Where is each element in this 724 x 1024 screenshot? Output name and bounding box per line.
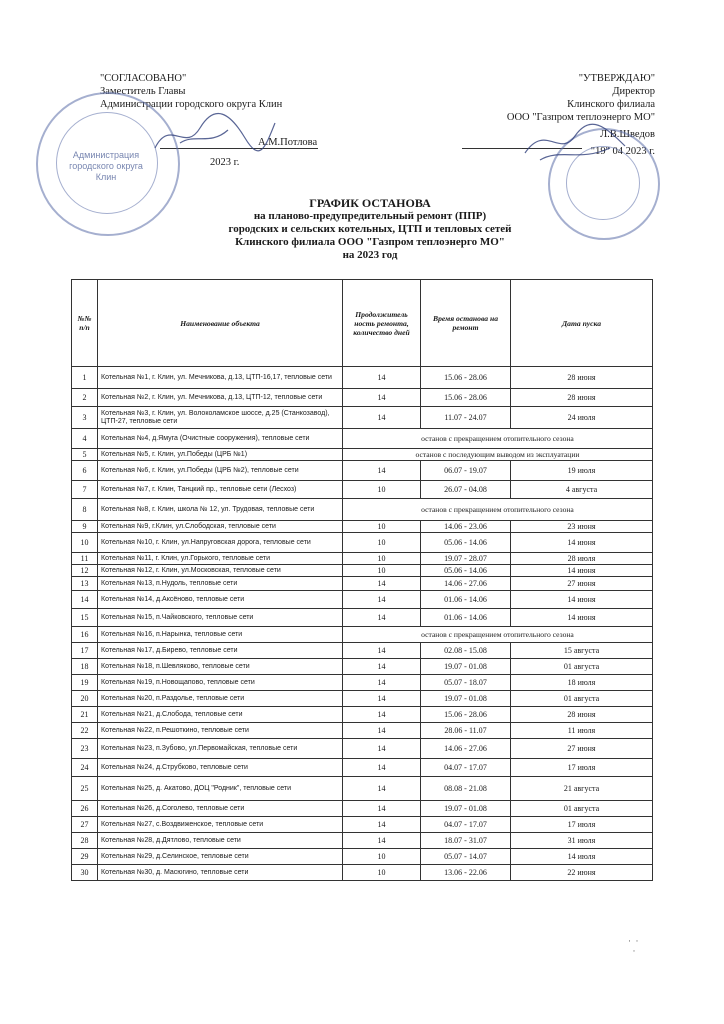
row-duration: 14: [343, 591, 421, 609]
row-number: 18: [72, 659, 98, 675]
row-duration: 10: [343, 865, 421, 881]
title-line-4: Клинского филиала ООО "Газпром теплоэнерго МО": [235, 236, 505, 248]
table-row: [72, 367, 653, 389]
row-start-date: 15 августа: [511, 643, 653, 659]
document-title: [160, 197, 580, 262]
row-number: 3: [72, 407, 98, 429]
row-start-date: 11 июля: [511, 723, 653, 739]
table-row: [72, 659, 653, 675]
approval-branch-right: Клинского филиала: [567, 99, 655, 110]
row-duration: 14: [343, 609, 421, 627]
row-period: 14.06 - 23.06: [421, 521, 511, 533]
row-start-date: 01 августа: [511, 801, 653, 817]
row-duration: 14: [343, 707, 421, 723]
row-number: 23: [72, 739, 98, 759]
row-duration: 10: [343, 481, 421, 499]
row-start-date: 23 июня: [511, 521, 653, 533]
row-object: Котельная №14, д.Аксёново, тепловые сети: [98, 591, 343, 609]
row-number: 16: [72, 627, 98, 643]
approval-position-left: Заместитель Главы: [100, 86, 186, 97]
row-object: Котельная №19, п.Новощапово, тепловые сети: [98, 675, 343, 691]
row-object: Котельная №4, д.Ямуга (Очистные сооружения), тепловые сети: [98, 429, 343, 449]
table-row: [72, 801, 653, 817]
table-row: [72, 553, 653, 565]
title-line-3: городских и сельских котельных, ЦТП и тепловых сетей: [228, 223, 512, 235]
approval-stamp-right: "УТВЕРЖДАЮ": [578, 73, 655, 84]
row-duration: 14: [343, 675, 421, 691]
row-duration: 10: [343, 553, 421, 565]
row-period: 04.07 - 17.07: [421, 759, 511, 777]
row-duration: 14: [343, 723, 421, 739]
row-number: 14: [72, 591, 98, 609]
row-duration: 14: [343, 691, 421, 707]
header-start: Дата пуска: [511, 280, 653, 367]
row-object: Котельная №1, г. Клин, ул. Мечникова, д.13, ЦТП-16,17, тепловые сети: [98, 367, 343, 389]
table-row: [72, 565, 653, 577]
row-duration: 14: [343, 833, 421, 849]
row-object: Котельная №15, п.Чайковского, тепловые сети: [98, 609, 343, 627]
row-duration: 14: [343, 817, 421, 833]
row-start-date: 21 августа: [511, 777, 653, 801]
approval-organization-left: Администрации городского округа Клин: [100, 99, 283, 110]
row-number: 21: [72, 707, 98, 723]
row-period: 01.06 - 14.06: [421, 591, 511, 609]
row-period: 19.07 - 28.07: [421, 553, 511, 565]
table-row: [72, 723, 653, 739]
row-period: 02.08 - 15.08: [421, 643, 511, 659]
row-number: 7: [72, 481, 98, 499]
row-object: Котельная №9, г.Клин, ул.Слободская, тепловые сети: [98, 521, 343, 533]
row-duration: 14: [343, 577, 421, 591]
row-start-date: 01 августа: [511, 659, 653, 675]
table-row: [72, 817, 653, 833]
row-start-date: 14 июля: [511, 849, 653, 865]
header-duration: Продолжитель ность ремонта, количество дней: [343, 280, 421, 367]
title-line-1: ГРАФИК ОСТАНОВА: [309, 196, 431, 210]
row-period: 05.07 - 18.07: [421, 675, 511, 691]
row-start-date: 17 июля: [511, 817, 653, 833]
table-row: [72, 707, 653, 723]
row-note: останов с прекращением отопительного сезона: [343, 627, 653, 643]
row-duration: 10: [343, 521, 421, 533]
row-start-date: 24 июля: [511, 407, 653, 429]
table-row: [72, 777, 653, 801]
row-period: 14.06 - 27.06: [421, 739, 511, 759]
table-row: [72, 521, 653, 533]
row-number: 29: [72, 849, 98, 865]
row-period: 05.07 - 14.07: [421, 849, 511, 865]
row-period: 01.06 - 14.06: [421, 609, 511, 627]
row-start-date: 14 июня: [511, 565, 653, 577]
row-number: 20: [72, 691, 98, 707]
row-object: Котельная №13, п.Нудоль, тепловые сети: [98, 577, 343, 591]
row-start-date: 4 августа: [511, 481, 653, 499]
row-start-date: 14 июня: [511, 609, 653, 627]
table-row: [72, 389, 653, 407]
title-line-2: на планово-предупредительный ремонт (ППР): [253, 210, 487, 222]
table-row: [72, 675, 653, 691]
row-object: Котельная №28, д.Дятлово, тепловые сети: [98, 833, 343, 849]
row-object: Котельная №12, г. Клин, ул.Московская, тепловые сети: [98, 565, 343, 577]
row-number: 24: [72, 759, 98, 777]
row-period: 11.07 - 24.07: [421, 407, 511, 429]
row-period: 26.07 - 04.08: [421, 481, 511, 499]
row-duration: 14: [343, 801, 421, 817]
table-row: [72, 449, 653, 461]
row-start-date: 14 июня: [511, 533, 653, 553]
approval-date-left: 2023 г.: [210, 157, 240, 168]
row-object: Котельная №26, д.Соголево, тепловые сети: [98, 801, 343, 817]
table-row: [72, 739, 653, 759]
row-object: Котельная №2, г. Клин, ул. Мечникова, д.13, ЦТП-12, тепловые сети: [98, 389, 343, 407]
approval-name-left: А.М.Потлова: [258, 137, 318, 148]
row-duration: 14: [343, 739, 421, 759]
row-object: Котельная №29, д.Селинское, тепловые сети: [98, 849, 343, 865]
row-duration: 10: [343, 849, 421, 865]
row-object: Котельная №22, п.Решоткино, тепловые сети: [98, 723, 343, 739]
signature-left: [150, 108, 280, 158]
table-row: [72, 499, 653, 521]
row-duration: 14: [343, 759, 421, 777]
row-start-date: 27 июня: [511, 577, 653, 591]
row-start-date: 17 июля: [511, 759, 653, 777]
row-object: Котельная №3, г. Клин, ул. Волоколамское шоссе, д.25 (Станкозавод), ЦТП-27, тепловые сети: [98, 407, 343, 429]
row-number: 22: [72, 723, 98, 739]
approval-stamp-left: "СОГЛАСОВАНО": [100, 73, 187, 84]
row-object: Котельная №27, с.Воздвиженское, тепловые сети: [98, 817, 343, 833]
row-object: Котельная №30, д. Масюгино, тепловые сети: [98, 865, 343, 881]
row-period: 15.06 - 28.06: [421, 389, 511, 407]
approval-name-right: Л.В.Шведов: [600, 129, 655, 140]
row-object: Котельная №25, д. Акатово, ДОЦ "Родник", тепловые сети: [98, 777, 343, 801]
row-object: Котельная №7, г. Клин, Танцкий пр., тепловые сети (Лесхоз): [98, 481, 343, 499]
row-number: 8: [72, 499, 98, 521]
row-duration: 14: [343, 407, 421, 429]
row-start-date: 28 июня: [511, 367, 653, 389]
row-start-date: 27 июня: [511, 739, 653, 759]
table-row: [72, 461, 653, 481]
table-row: [72, 643, 653, 659]
row-period: 04.07 - 17.07: [421, 817, 511, 833]
approval-date-right: "19" 04 2023 г.: [590, 146, 655, 157]
row-object: Котельная №16, п.Нарынка, тепловые сети: [98, 627, 343, 643]
row-number: 17: [72, 643, 98, 659]
header-object: Наименование объекта: [98, 280, 343, 367]
row-object: Котельная №24, д.Струбково, тепловые сети: [98, 759, 343, 777]
row-number: 27: [72, 817, 98, 833]
header-period: Время останова на ремонт: [421, 280, 511, 367]
row-period: 14.06 - 27.06: [421, 577, 511, 591]
row-object: Котельная №11, г. Клин, ул.Горького, тепловые сети: [98, 553, 343, 565]
row-object: Котельная №21, д.Слобода, тепловые сети: [98, 707, 343, 723]
table-row: [72, 627, 653, 643]
row-duration: 10: [343, 533, 421, 553]
row-number: 12: [72, 565, 98, 577]
row-number: 15: [72, 609, 98, 627]
row-duration: 14: [343, 643, 421, 659]
row-start-date: 22 июня: [511, 865, 653, 881]
table-row: [72, 591, 653, 609]
row-period: 18.07 - 31.07: [421, 833, 511, 849]
row-duration: 14: [343, 659, 421, 675]
row-object: Котельная №18, п.Шевляково, тепловые сети: [98, 659, 343, 675]
row-duration: 14: [343, 777, 421, 801]
row-start-date: 31 июля: [511, 833, 653, 849]
row-note: останов с прекращением отопительного сезона: [343, 499, 653, 521]
header-num: №№ п/п: [72, 280, 98, 367]
table-row: [72, 691, 653, 707]
signature-right: [520, 118, 630, 168]
table-row: [72, 577, 653, 591]
row-object: Котельная №10, г. Клин, ул.Напруговская дорога, тепловые сети: [98, 533, 343, 553]
row-object: Котельная №17, д.Бирево, тепловые сети: [98, 643, 343, 659]
table-row: [72, 759, 653, 777]
approval-organization-right: ООО "Газпром теплоэнерго МО": [506, 112, 655, 123]
stray-marks: · · ·: [628, 936, 639, 956]
row-start-date: 28 июля: [511, 553, 653, 565]
row-number: 5: [72, 449, 98, 461]
row-number: 9: [72, 521, 98, 533]
row-start-date: 19 июля: [511, 461, 653, 481]
row-object: Котельная №20, п.Раздолье, тепловые сети: [98, 691, 343, 707]
title-line-5: на 2023 год: [342, 249, 398, 261]
row-period: 15.06 - 28.06: [421, 707, 511, 723]
row-number: 30: [72, 865, 98, 881]
row-number: 6: [72, 461, 98, 481]
table-row: [72, 429, 653, 449]
row-number: 10: [72, 533, 98, 553]
row-number: 4: [72, 429, 98, 449]
table-row: [72, 849, 653, 865]
row-start-date: 28 июня: [511, 389, 653, 407]
row-object: Котельная №6, г. Клин, ул.Победы (ЦРБ №2), тепловые сети: [98, 461, 343, 481]
row-duration: 14: [343, 461, 421, 481]
row-period: 15.06 - 28.06: [421, 367, 511, 389]
table-row: [72, 533, 653, 553]
row-number: 2: [72, 389, 98, 407]
table-header-row: [72, 280, 653, 367]
row-start-date: 14 июня: [511, 591, 653, 609]
table-row: [72, 865, 653, 881]
table-row: [72, 609, 653, 627]
row-number: 25: [72, 777, 98, 801]
row-duration: 10: [343, 565, 421, 577]
row-note: останов с последующим выводом из эксплуатации: [343, 449, 653, 461]
row-period: 05.06 - 14.06: [421, 565, 511, 577]
row-period: 05.06 - 14.06: [421, 533, 511, 553]
row-period: 19.07 - 01.08: [421, 801, 511, 817]
row-number: 28: [72, 833, 98, 849]
approval-position-right: Директор: [612, 86, 655, 97]
table-row: [72, 407, 653, 429]
row-period: 06.07 - 19.07: [421, 461, 511, 481]
row-object: Котельная №23, п.Зубово, ул.Первомайская, тепловые сети: [98, 739, 343, 759]
row-period: 08.08 - 21.08: [421, 777, 511, 801]
row-start-date: 18 июля: [511, 675, 653, 691]
row-number: 1: [72, 367, 98, 389]
table-row: [72, 481, 653, 499]
table-row: [72, 833, 653, 849]
row-object: Котельная №8, г. Клин, школа № 12, ул. Трудовая, тепловые сети: [98, 499, 343, 521]
row-period: 28.06 - 11.07: [421, 723, 511, 739]
seal-left-text: Администрация городского округа Клин: [69, 150, 143, 182]
row-duration: 14: [343, 389, 421, 407]
row-period: 13.06 - 22.06: [421, 865, 511, 881]
row-note: останов с прекращением отопительного сезона: [343, 429, 653, 449]
row-start-date: 01 августа: [511, 691, 653, 707]
row-number: 19: [72, 675, 98, 691]
row-number: 13: [72, 577, 98, 591]
row-period: 19.07 - 01.08: [421, 691, 511, 707]
row-number: 26: [72, 801, 98, 817]
row-duration: 14: [343, 367, 421, 389]
row-number: 11: [72, 553, 98, 565]
schedule-table: [71, 279, 653, 881]
row-start-date: 28 июня: [511, 707, 653, 723]
row-period: 19.07 - 01.08: [421, 659, 511, 675]
table-body: [72, 367, 653, 881]
row-object: Котельная №5, г. Клин, ул.Победы (ЦРБ №1): [98, 449, 343, 461]
